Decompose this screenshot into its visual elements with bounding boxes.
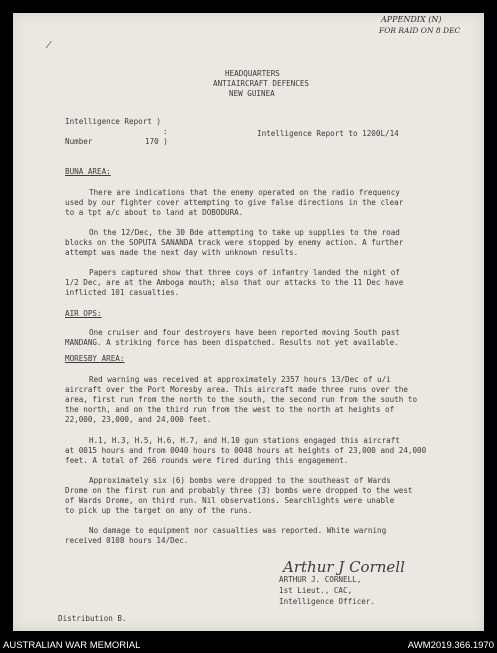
air-ops-p1-line: One cruiser and four destroyers have been reported moving South past <box>89 328 400 337</box>
report-number-label: Number <box>65 137 93 146</box>
buna-p3-line: inflicted 101 casualties. <box>65 288 180 297</box>
moresby-p3-line: Approximately six (6) bombs were dropped to the southeast of Wards <box>89 476 391 485</box>
buna-p2-line: blocks on the SOPUTA SANANDA track were stopped by enemy action. A further <box>65 238 404 247</box>
moresby-p1-line: 22,000, 23,000, and 24,000 feet. <box>65 415 212 424</box>
section-heading-air-ops: AIR OPS: <box>65 309 102 318</box>
footer-accession-id: AWM2019.366.1970 <box>407 640 494 651</box>
buna-p1-line: There are indications that the enemy operated on the radio frequency <box>89 188 400 197</box>
archive-footer <box>0 636 497 653</box>
air-ops-p1-line: MANDANG. A striking force has been dispatched. Results not yet available. <box>65 338 399 347</box>
moresby-p1-line: the north, and on the third run from the west to the north at heights of <box>65 405 395 414</box>
header-line1: HEADQUARTERS <box>225 69 280 78</box>
moresby-p1-line: Red warning was received at approximately 2357 hours 13/Dec of u/i <box>89 375 391 384</box>
appendix-annotation-line2: FOR RAID ON 8 DEC <box>379 26 461 35</box>
buna-p1-line: used by our fighter cover attempting to give false directions in the clear <box>65 198 404 207</box>
moresby-p1-line: area, first run from the north to the south, the second run from the south to <box>65 395 418 404</box>
buna-p3-line: 1/2 Dec, are at the Amboga mouth; also that our attacks to the 11 Dec have <box>65 278 404 287</box>
moresby-p4-line: received 0108 hours 14/Dec. <box>65 536 189 545</box>
signature-name: ARTHUR J. CORNELL, <box>279 575 362 584</box>
moresby-p1-line: aircraft over the Port Moresby area. This aircraft made three runs over the <box>65 385 408 394</box>
margin-mark: ⁄ <box>48 41 50 51</box>
signature-rank: 1st Lieut., CAC, <box>279 586 353 595</box>
header-line3: NEW GUINEA <box>229 89 275 98</box>
report-title: Intelligence Report to 1200L/14 <box>257 129 399 138</box>
handwritten-signature: Arthur J Cornell <box>283 558 405 576</box>
appendix-annotation-line1: APPENDIX (N) <box>381 15 442 24</box>
report-colon: : <box>163 127 168 136</box>
moresby-p4-line: No damage to equipment nor casualties was reported. White warning <box>89 526 387 535</box>
moresby-p3-line: of Wards Drome, on third run. Nil observations. Searchlights were unable <box>65 496 395 505</box>
distribution-line: Distribution B. <box>58 614 127 623</box>
report-label: Intelligence Report ) <box>65 117 162 126</box>
buna-p2-line: attempt was made the next day with unknown results. <box>65 248 299 257</box>
section-heading-buna: BUNA AREA: <box>65 167 111 176</box>
signature-title: Intelligence Officer. <box>279 597 376 606</box>
moresby-p2-line: feet. A total of 266 rounds were fired during this engagement. <box>65 456 349 465</box>
moresby-p3-line: to pick up the target on any of the runs. <box>65 506 253 515</box>
moresby-p2-line: H.1, H.3, H.5, H.6, H.7, and H.10 gun stations engaged this aircraft <box>89 436 400 445</box>
header-line2: ANTIAIRCRAFT DEFENCES <box>213 79 310 88</box>
moresby-p2-line: at 0015 hours and from 0040 hours to 0048 hours at heights of 23,000 and 24,000 <box>65 446 427 455</box>
footer-institution: AUSTRALIAN WAR MEMORIAL <box>3 640 141 651</box>
document-page <box>13 13 484 631</box>
buna-p1-line: to a tpt a/c about to land at DOBODURA. <box>65 208 244 217</box>
buna-p2-line: On the 12/Dec, the 30 Bde attempting to take up supplies to the road <box>89 228 400 237</box>
moresby-p3-line: Drome on the first run and probably three (3) bombs were dropped to the west <box>65 486 413 495</box>
report-number-value: 170 ) <box>145 137 168 146</box>
buna-p3-line: Papers captured show that three coys of infantry landed the night of <box>89 268 400 277</box>
section-heading-moresby: MORESBY AREA: <box>65 354 125 363</box>
